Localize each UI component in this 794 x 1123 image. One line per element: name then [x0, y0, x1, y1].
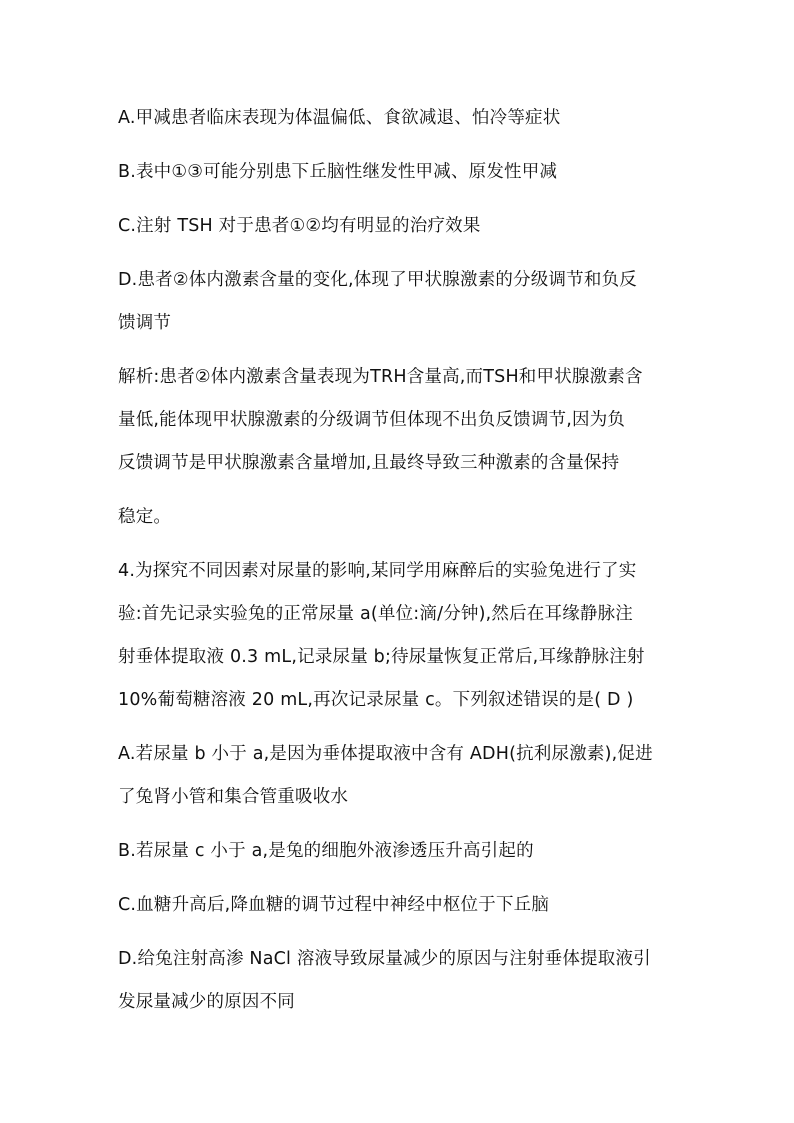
- q4-option-c: C.血糖升高后,降血糖的调节过程中神经中枢位于下丘脑: [118, 895, 550, 915]
- q3-option-c: C.注射 TSH 对于患者①②均有明显的治疗效果: [118, 216, 481, 236]
- q4-stem-line-1: 4.为探究不同因素对尿量的影响,某同学用麻醉后的实验兔进行了实: [118, 561, 637, 581]
- q3-analysis-line-4: 稳定。: [118, 507, 172, 527]
- q4-option-a-line-1: A.若尿量 b 小于 a,是因为垂体提取液中含有 ADH(抗利尿激素),促进: [118, 744, 653, 764]
- q4-option-d-line-1: D.给兔注射高渗 NaCl 溶液导致尿量减少的原因与注射垂体提取液引: [118, 949, 651, 969]
- q3-option-a: A.甲减患者临床表现为体温偏低、食欲减退、怕冷等症状: [118, 108, 561, 128]
- q3-analysis-line-3: 反馈调节是甲状腺激素含量增加,且最终导致三种激素的含量保持: [118, 453, 620, 473]
- q4-option-b: B.若尿量 c 小于 a,是兔的细胞外液渗透压升高引起的: [118, 841, 534, 861]
- q4-stem-line-4: 10%葡萄糖溶液 20 mL,再次记录尿量 c。下列叙述错误的是( D ): [118, 690, 634, 710]
- q3-option-d-line-2: 馈调节: [118, 313, 172, 333]
- q3-option-d-line-1: D.患者②体内激素含量的变化,体现了甲状腺激素的分级调节和负反: [118, 270, 637, 290]
- q3-option-b: B.表中①③可能分别患下丘脑性继发性甲减、原发性甲减: [118, 162, 558, 182]
- q3-analysis-line-1: 解析:患者②体内激素含量表现为TRH含量高,而TSH和甲状腺激素含: [118, 367, 643, 387]
- q3-analysis-line-2: 量低,能体现甲状腺激素的分级调节但体现不出负反馈调节,因为负: [118, 410, 626, 430]
- q4-option-d-line-2: 发尿量减少的原因不同: [118, 992, 295, 1012]
- q4-stem-line-3: 射垂体提取液 0.3 mL,记录尿量 b;待尿量恢复正常后,耳缘静脉注射: [118, 647, 645, 667]
- q4-option-a-line-2: 了兔肾小管和集合管重吸收水: [118, 787, 349, 807]
- q4-stem-line-2: 验:首先记录实验兔的正常尿量 a(单位:滴/分钟),然后在耳缘静脉注: [118, 604, 633, 624]
